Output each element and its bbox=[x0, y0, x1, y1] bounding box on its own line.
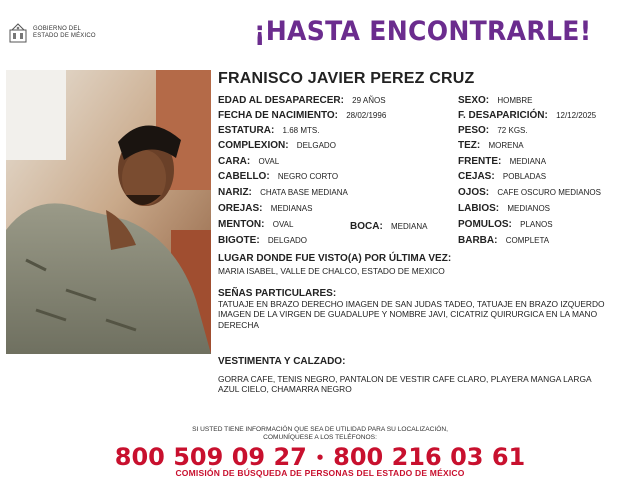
value-cabello: NEGRO CORTO bbox=[277, 172, 339, 181]
label-boca: BOCA: bbox=[350, 221, 383, 232]
gov-line1: GOBIERNO DEL bbox=[33, 26, 82, 32]
field-ojos bbox=[458, 188, 601, 198]
label-barba: BARBA: bbox=[458, 235, 498, 246]
government-logo bbox=[8, 20, 118, 46]
label-peso: PESO: bbox=[458, 125, 490, 136]
state-seal-icon bbox=[8, 22, 28, 44]
field-orejas bbox=[218, 204, 312, 214]
person-photo-image bbox=[6, 70, 211, 354]
field-tez bbox=[458, 141, 524, 151]
value-tez: MORENA bbox=[488, 141, 524, 150]
label-orejas: OREJAS: bbox=[218, 203, 263, 214]
value-peso: 72 KGS. bbox=[497, 126, 528, 135]
value-bigote: DELGADO bbox=[267, 236, 308, 245]
label-frente: FRENTE: bbox=[458, 156, 502, 167]
field-labios bbox=[458, 204, 550, 214]
phone-numbers bbox=[0, 443, 640, 471]
label-cara: CARA: bbox=[218, 156, 251, 167]
field-frente bbox=[458, 157, 546, 167]
label-pomulos: POMULOS: bbox=[458, 219, 512, 230]
value-f-desaparicion: 12/12/2025 bbox=[556, 111, 597, 120]
field-boca bbox=[350, 222, 427, 232]
label-labios: LABIOS: bbox=[458, 203, 500, 214]
label-bigote: BIGOTE: bbox=[218, 235, 260, 246]
field-bigote bbox=[218, 236, 307, 246]
label-f-desaparicion: F. DESAPARICIÓN: bbox=[458, 110, 548, 121]
value-complexion: DELGADO bbox=[296, 141, 336, 150]
value-estatura: 1.68 MTS. bbox=[282, 126, 320, 135]
value-labios: MEDIANOS bbox=[507, 204, 551, 213]
phone-separator: • bbox=[315, 449, 325, 467]
field-cara bbox=[218, 157, 279, 167]
last-seen-title: LUGAR DONDE FUE VISTO(A) POR ÚLTIMA VEZ: bbox=[218, 253, 452, 264]
value-cejas: POBLADAS bbox=[502, 172, 547, 181]
value-menton: OVAL bbox=[272, 220, 294, 229]
value-orejas: MEDIANAS bbox=[270, 204, 313, 213]
label-nariz: NARIZ: bbox=[218, 187, 252, 198]
value-edad: 29 AÑOS bbox=[352, 96, 386, 105]
label-cabello: CABELLO: bbox=[218, 171, 270, 182]
gov-line2: ESTADO DE MÉXICO bbox=[33, 33, 96, 39]
value-cara: OVAL bbox=[258, 157, 280, 166]
field-fecha-nacimiento bbox=[218, 111, 386, 121]
value-sexo: HOMBRE bbox=[497, 96, 533, 105]
value-nariz: CHATA BASE MEDIANA bbox=[260, 188, 348, 197]
field-edad bbox=[218, 96, 386, 106]
commission-footer: COMISIÓN DE BÚSQUEDA DE PERSONAS DEL ESTADO DE MÉXICO bbox=[175, 468, 465, 478]
label-fecha-nacimiento: FECHA DE NACIMIENTO: bbox=[218, 110, 338, 121]
banner-title: ¡HASTA ENCONTRARLE! bbox=[254, 16, 592, 47]
value-fecha-nacimiento: 28/02/1996 bbox=[346, 111, 387, 120]
label-complexion: COMPLEXION: bbox=[218, 140, 289, 151]
contact-note-line1: SI USTED TIENE INFORMACIÓN QUE SEA DE UTILIDAD PARA SU LOCALIZACIÓN, bbox=[192, 426, 448, 433]
contact-note-line2: COMUNÍQUESE A LOS TELÉFONOS: bbox=[263, 434, 377, 441]
last-seen-text: MARIA ISABEL, VALLE DE CHALCO, ESTADO DE MEXICO bbox=[218, 266, 445, 276]
label-ojos: OJOS: bbox=[458, 187, 490, 198]
value-ojos: CAFE OSCURO MEDIANOS bbox=[497, 188, 601, 197]
label-estatura: ESTATURA: bbox=[218, 125, 275, 136]
label-sexo: SEXO: bbox=[458, 95, 490, 106]
value-boca: MEDIANA bbox=[391, 222, 428, 231]
field-cabello bbox=[218, 172, 338, 182]
value-frente: MEDIANA bbox=[509, 157, 547, 166]
field-f-desaparicion bbox=[458, 111, 596, 121]
field-nariz bbox=[218, 188, 348, 198]
person-name: FRANISCO JAVIER PEREZ CRUZ bbox=[218, 70, 475, 87]
field-peso bbox=[458, 126, 528, 136]
marks-text: TATUAJE EN BRAZO DERECHO IMAGEN DE SAN JUDAS TADEO, TATUAJE EN BRAZO IZQUERDO IMAGEN DE LA VIRGEN DE GUADALUPE Y NOMBRE JAVI, CICATRIZ QUIRURGICA EN LA MANO DERECHA bbox=[218, 299, 605, 330]
clothing-text: GORRA CAFE, TENIS NEGRO, PANTALON DE VESTIR CAFE CLARO, PLAYERA MANGA LARGA AZUL CIELO, CHAMARRA NEGRO bbox=[218, 374, 592, 395]
value-pomulos: PLANOS bbox=[520, 220, 553, 229]
field-barba bbox=[458, 236, 549, 246]
field-complexion bbox=[218, 141, 336, 151]
missing-person-photo bbox=[6, 70, 211, 354]
field-estatura bbox=[218, 126, 319, 136]
value-barba: COMPLETA bbox=[505, 236, 550, 245]
marks-title: SEÑAS PARTICULARES: bbox=[218, 288, 337, 299]
label-tez: TEZ: bbox=[458, 140, 481, 151]
phone-2[interactable]: 800 216 03 61 bbox=[333, 443, 526, 471]
label-edad: EDAD AL DESAPARECER: bbox=[218, 95, 344, 106]
label-cejas: CEJAS: bbox=[458, 171, 495, 182]
field-cejas bbox=[458, 172, 546, 182]
phone-1[interactable]: 800 509 09 27 bbox=[114, 443, 307, 471]
label-menton: MENTON: bbox=[218, 219, 265, 230]
field-menton bbox=[218, 220, 293, 230]
clothing-title: VESTIMENTA Y CALZADO: bbox=[218, 356, 346, 367]
field-pomulos bbox=[458, 220, 553, 230]
field-sexo bbox=[458, 96, 532, 106]
